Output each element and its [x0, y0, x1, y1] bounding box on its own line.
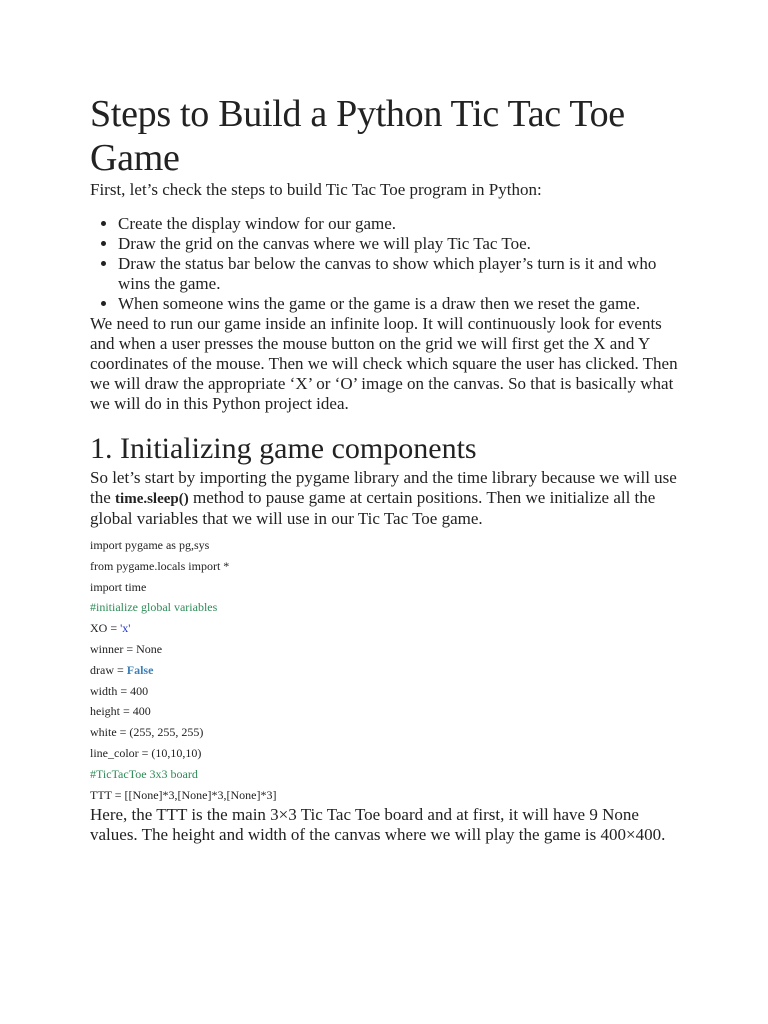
code-keyword: False: [126, 662, 154, 677]
code-block: [90, 535, 680, 805]
code-comment: #TicTacToe 3x3 board: [90, 766, 198, 781]
list-item: • Draw the grid on the canvas where we will play Tic Tac Toe.: [118, 234, 680, 254]
section-intro-before: So let’s start by importing the pygame library and the time library because we will use the: [90, 468, 677, 507]
section-heading: 1. Initializing game components: [90, 432, 477, 465]
code-string: 'x': [120, 621, 131, 636]
code-line: white = (255, 255, 255): [90, 725, 204, 740]
method-name: time.sleep(): [115, 491, 189, 507]
section-intro-paragraph: [90, 468, 680, 529]
code-line: width = 400: [90, 683, 149, 698]
document-page: [90, 92, 680, 845]
loop-paragraph: We need to run our game inside an infinite loop. It will continuously look for events and when a user presses the mouse button on the grid we will first get the X and Y coordinates of the mouse. Then we will check which square the user has clicked. Then we will draw the appropriate ‘X’ or ‘O’ image on the canvas. So that is basically what we will do in this Python project idea.: [90, 314, 678, 413]
code-line: height = 400: [90, 704, 151, 719]
code-line: from pygame.locals import *: [90, 558, 230, 573]
code-comment: #initialize global variables: [90, 600, 218, 615]
section-intro-after: method to pause game at certain positions. Then we initialize all the global variables that we will use in our Tic Tac Toe game.: [90, 488, 656, 528]
code-line: [90, 618, 680, 639]
list-item: • When someone wins the game or the game is a draw then we reset the game.: [118, 294, 680, 314]
code-line: import time: [90, 579, 147, 594]
steps-list: [90, 214, 680, 314]
intro-paragraph: First, let’s check the steps to build Tic Tac Toe program in Python:: [90, 180, 542, 199]
outro-paragraph: Here, the TTT is the main 3×3 Tic Tac Toe board and at first, it will have 9 None values. The height and width of the canvas where we will play the game is 400×400.: [90, 805, 666, 845]
list-item: • Create the display window for our game.: [118, 214, 680, 234]
code-line: line_color = (10,10,10): [90, 745, 202, 760]
code-line: TTT = [[None]*3,[None]*3,[None]*3]: [90, 787, 277, 802]
code-line: import pygame as pg,sys: [90, 538, 210, 552]
code-line: [90, 660, 680, 681]
code-text: draw =: [90, 662, 127, 677]
code-text: XO =: [90, 621, 121, 636]
list-item: • Draw the status bar below the canvas to show which player’s turn is it and who wins the game.: [118, 254, 680, 294]
page-title: Steps to Build a Python Tic Tac Toe Game: [90, 93, 625, 179]
code-line: winner = None: [90, 641, 163, 656]
